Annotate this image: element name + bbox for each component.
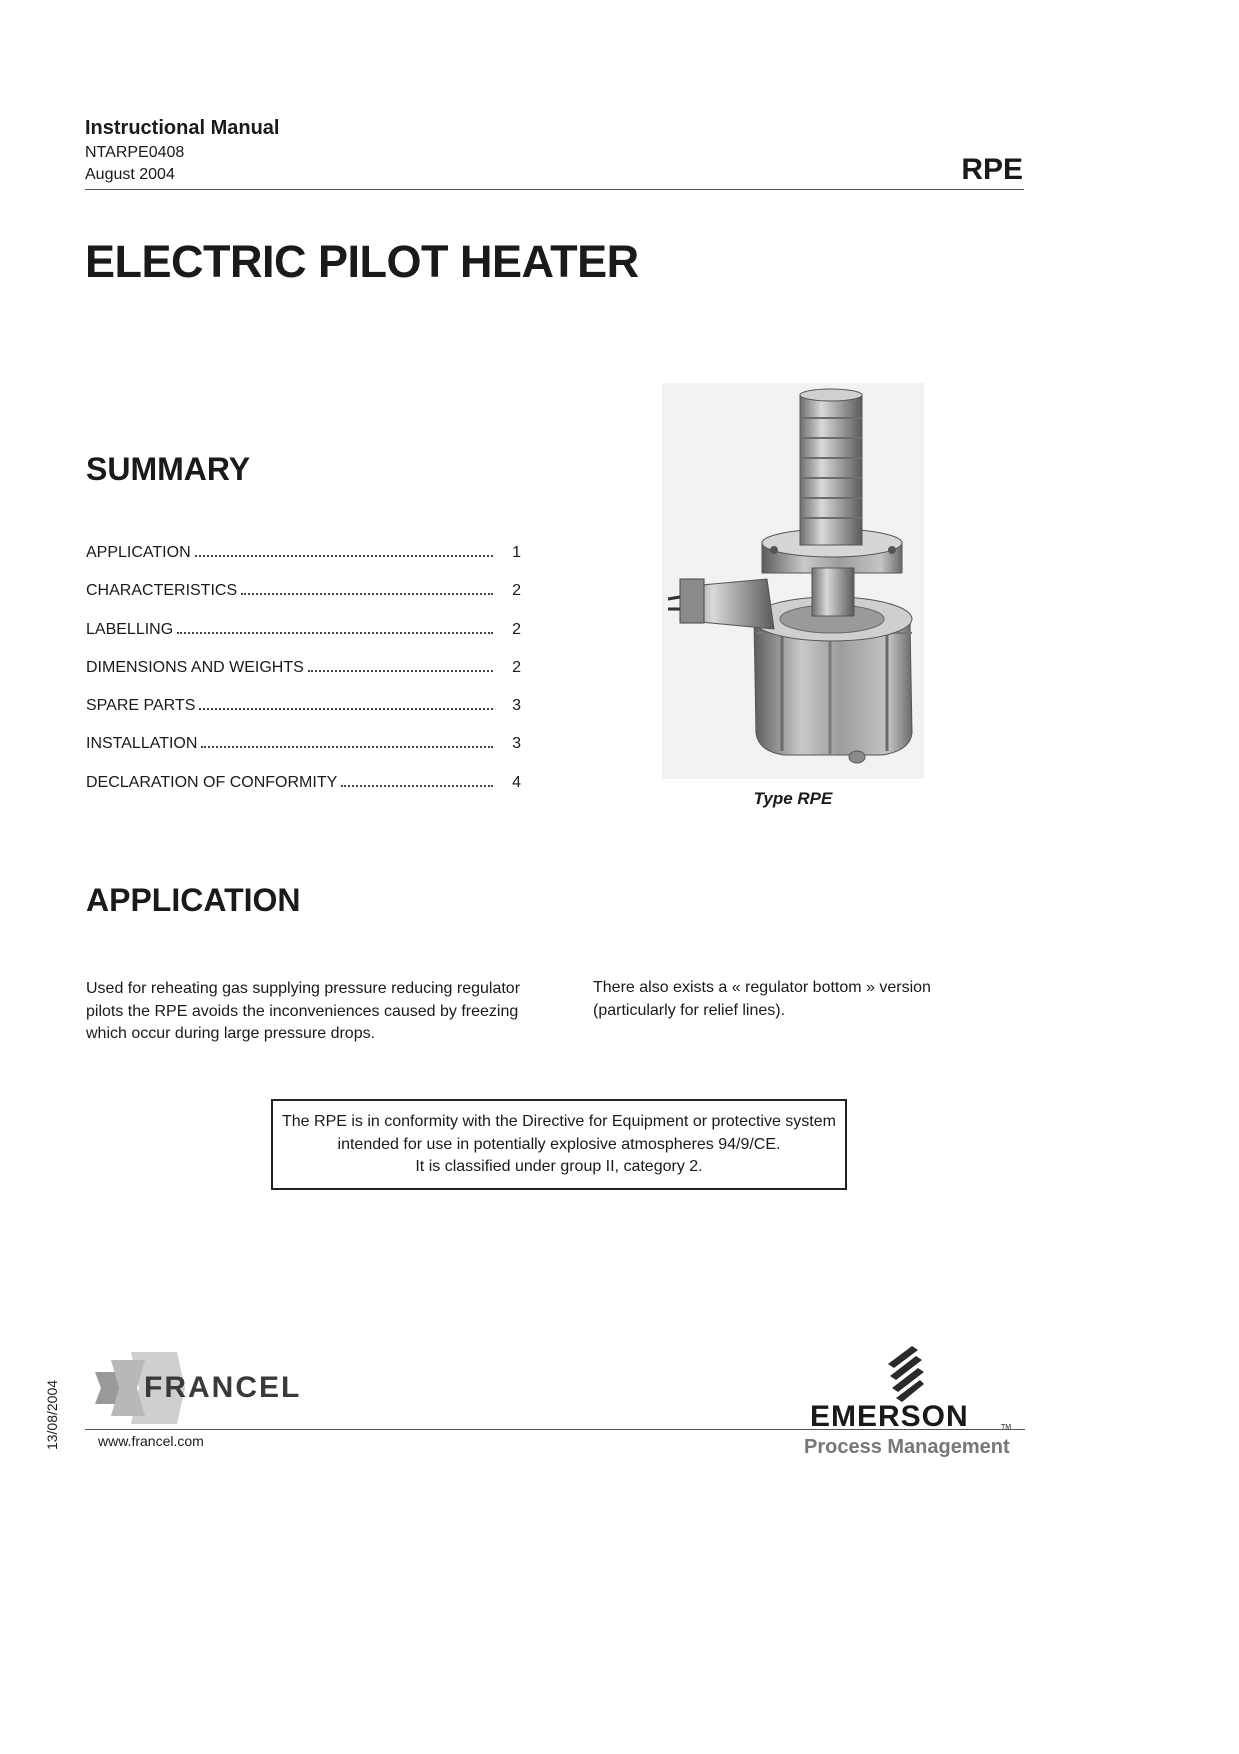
toc-entry-label: DECLARATION OF CONFORMITY [86,773,338,791]
toc-entry-label: DIMENSIONS AND WEIGHTS [86,658,304,676]
product-code: RPE [961,153,1023,186]
notice-line: intended for use in potentially explosive atmospheres 94/9/CE. [337,1135,781,1153]
toc-entry-dimensions-and-weights[interactable] [86,659,521,697]
notice-line: The RPE is in conformity with the Directive for Equipment or protective system [282,1113,836,1130]
photo-caption: Type RPE [753,789,833,808]
toc-leader-dots [241,593,493,595]
toc-leader-dots [201,746,493,748]
toc-entry-application[interactable] [86,544,521,582]
header-divider [85,189,1024,190]
product-photo [662,383,924,779]
manual-type-label: Instructional Manual [85,117,280,139]
conformity-notice [271,1099,847,1190]
print-date [41,1380,63,1450]
toc-entry-page: 2 [512,620,521,638]
toc-entry-page: 1 [512,544,521,561]
toc-entry-page: 2 [512,658,521,676]
manual-date: August 2004 [85,166,175,183]
table-of-contents [86,544,521,812]
toc-entry-label: INSTALLATION [86,735,198,753]
emerson-brand: EMERSON [810,1400,969,1433]
francel-website-link[interactable]: www.francel.com [98,1433,204,1449]
toc-entry-declaration-of-conformity[interactable] [86,774,521,812]
toc-entry-page: 4 [512,773,521,791]
toc-leader-dots [341,785,493,787]
toc-entry-page: 2 [512,582,521,600]
toc-entry-characteristics[interactable] [86,582,521,620]
emerson-division: Process Management [804,1436,1010,1458]
toc-leader-dots [308,670,493,672]
toc-entry-spare-parts[interactable] [86,697,521,735]
application-heading: APPLICATION [86,882,301,918]
document-title: ELECTRIC PILOT HEATER [85,236,639,287]
emerson-logo-icon [886,1346,926,1404]
toc-entry-page: 3 [512,697,521,715]
toc-entry-label: CHARACTERISTICS [86,582,238,600]
summary-heading: SUMMARY [86,451,251,487]
text-line: pilots the RPE avoids the inconveniences caused by freezing [86,1002,519,1020]
toc-leader-dots [177,632,493,634]
text-line: which occur during large pressure drops. [86,1025,376,1042]
application-paragraph-right [593,977,931,1022]
toc-leader-dots [195,555,493,557]
toc-entry-label: SPARE PARTS [86,697,196,715]
toc-entry-label: APPLICATION [86,544,191,561]
manual-reference: NTARPE0408 [85,144,185,161]
text-line: (particularly for relief lines). [593,1001,786,1019]
toc-entry-page: 3 [512,735,521,753]
print-date-text: 13/08/2004 [44,1379,60,1451]
toc-leader-dots [199,708,493,710]
toc-entry-labelling[interactable] [86,621,521,659]
toc-entry-label: LABELLING [86,620,174,638]
text-line: There also exists a « regulator bottom » version [593,979,931,996]
toc-entry-installation[interactable] [86,735,521,773]
text-line: Used for reheating gas supplying pressure reducing regulator [86,980,521,997]
francel-brand: FRANCEL [144,1371,302,1404]
application-paragraph-left [86,978,520,1046]
emerson-trademark: TM [1001,1424,1012,1431]
notice-line: It is classified under group II, category 2. [415,1158,703,1175]
